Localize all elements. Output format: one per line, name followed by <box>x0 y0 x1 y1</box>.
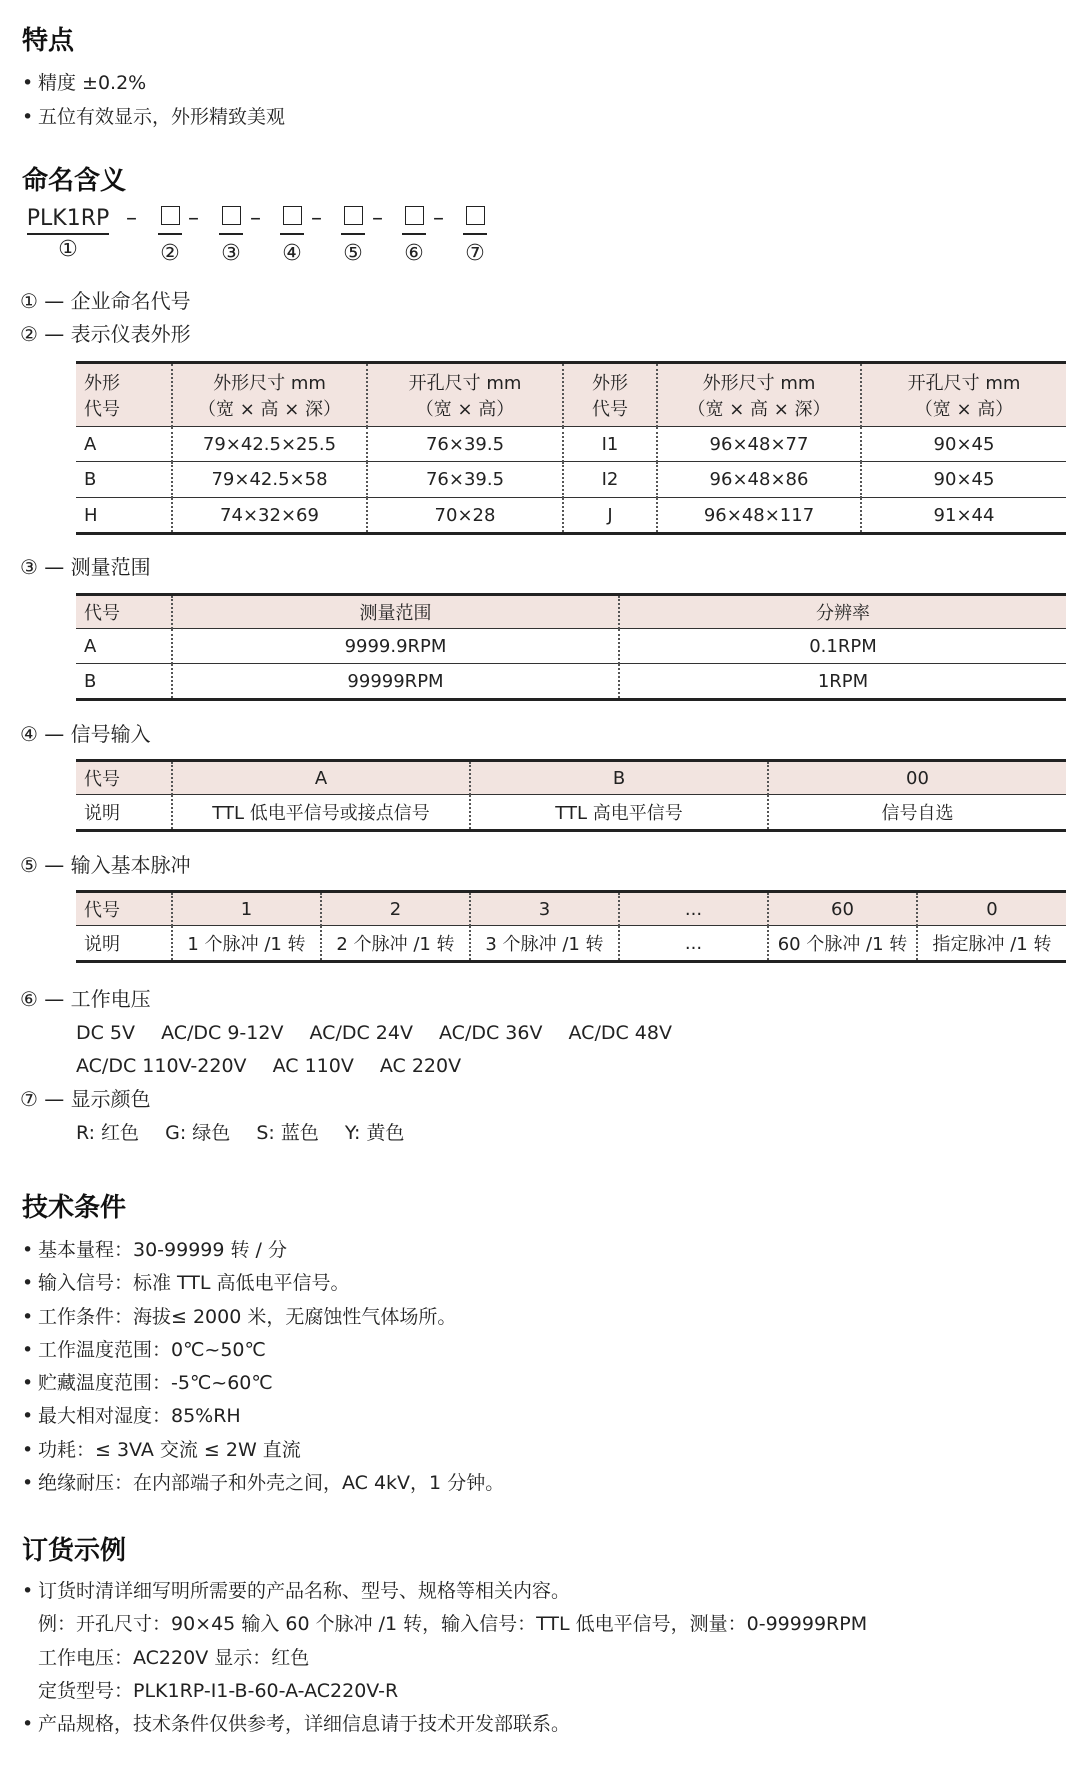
pulse-table <box>76 890 1066 963</box>
naming-item-3: ③ — 测量范围 <box>20 555 151 579</box>
code-dash: – <box>372 206 383 231</box>
color-option: Y: 黄色 <box>344 1122 405 1144</box>
order-list <box>22 1575 867 1741</box>
code-number: ③ <box>221 241 241 266</box>
table-cell: 3 个脉冲 /1 转 <box>470 926 619 962</box>
voltage-option: AC 110V <box>272 1055 354 1077</box>
table-header: 开孔尺寸 mm （宽 × 高） <box>861 363 1066 427</box>
section-title-features: 特点 <box>22 26 75 56</box>
features-list <box>22 66 285 134</box>
list-item: • 五位有效显示，外形精致美观 <box>22 100 285 134</box>
code-slot-7 <box>455 206 495 266</box>
table-cell: 76×39.5 <box>367 462 563 498</box>
table-header: 0 <box>917 892 1066 926</box>
naming-item-4: ④ — 信号输入 <box>20 722 151 746</box>
table-cell: 90×45 <box>861 427 1066 462</box>
order-example-line: 例：开孔尺寸：90×45 输入 60 个脉冲 /1 转，输入信号：TTL 低电平信号，测量：0-99999RPM <box>38 1613 868 1636</box>
table-cell: 96×48×77 <box>657 427 861 462</box>
table-header: 开孔尺寸 mm （宽 × 高） <box>367 363 563 427</box>
tech-list <box>22 1234 504 1500</box>
code-dash: – <box>311 206 322 231</box>
color-option: R: 红色 <box>76 1122 140 1144</box>
range-table <box>76 593 1066 701</box>
table-row <box>76 795 1066 831</box>
table-row <box>76 427 1066 462</box>
color-option: G: 绿色 <box>165 1122 231 1144</box>
table-cell: 信号自选 <box>768 795 1066 831</box>
voltage-option: DC 5V <box>76 1022 136 1044</box>
table-header: 代号 <box>76 892 172 926</box>
table-cell: 60 个脉冲 /1 转 <box>768 926 917 962</box>
code-number: ④ <box>282 241 302 266</box>
table-cell: 74×32×69 <box>172 498 367 534</box>
color-options <box>76 1117 424 1150</box>
code-number: ⑥ <box>404 241 424 266</box>
shape-table <box>76 361 1066 535</box>
table-cell: A <box>76 629 172 664</box>
table-cell: 9999.9RPM <box>172 629 619 664</box>
code-number: ② <box>160 241 180 266</box>
table-header-row <box>76 892 1066 926</box>
code-number: ⑦ <box>465 241 485 266</box>
code-number: ① <box>58 237 78 262</box>
table-header: 外形 代号 <box>563 363 657 427</box>
table-cell: H <box>76 498 172 534</box>
table-header-row <box>76 595 1066 629</box>
code-dash: – <box>433 206 444 231</box>
voltage-option: AC 220V <box>379 1055 462 1077</box>
table-cell: J <box>563 498 657 534</box>
table-cell: 指定脉冲 /1 转 <box>917 926 1066 962</box>
table-header: 60 <box>768 892 917 926</box>
code-slot-4 <box>272 206 312 266</box>
table-cell: 79×42.5×58 <box>172 462 367 498</box>
list-item: • 订货时清详细写明所需要的产品名称、型号、规格等相关内容。 <box>22 1575 867 1608</box>
table-cell: 79×42.5×25.5 <box>172 427 367 462</box>
table-cell: 1 个脉冲 /1 转 <box>172 926 321 962</box>
color-option: S: 蓝色 <box>256 1122 319 1144</box>
section-title-tech: 技术条件 <box>22 1193 127 1223</box>
table-row <box>76 629 1066 664</box>
table-cell: B <box>76 462 172 498</box>
list-item: • 贮藏温度范围：-5℃~60℃ <box>22 1367 504 1400</box>
table-cell: 96×48×117 <box>657 498 861 534</box>
code-slot-6 <box>394 206 434 266</box>
voltage-line-2 <box>76 1050 481 1083</box>
signal-table <box>76 759 1066 832</box>
table-cell: TTL 高电平信号 <box>470 795 768 831</box>
code-slot-3 <box>211 206 251 266</box>
table-header: 3 <box>470 892 619 926</box>
code-dash: – <box>126 206 137 231</box>
code-slot-2 <box>150 206 190 266</box>
table-cell: I1 <box>563 427 657 462</box>
section-title-naming: 命名含义 <box>22 166 127 196</box>
table-cell: ... <box>619 926 768 962</box>
table-header: B <box>470 761 768 795</box>
section-title-order: 订货示例 <box>22 1536 127 1566</box>
order-example-line: 工作电压：AC220V 显示：红色 <box>38 1646 310 1669</box>
list-item: • 绝缘耐压：在内部端子和外壳之间，AC 4kV，1 分钟。 <box>22 1467 504 1500</box>
table-header: 外形 代号 <box>76 363 172 427</box>
table-row <box>76 462 1066 498</box>
code-dash: – <box>188 206 199 231</box>
list-item: • 产品规格，技术条件仅供参考，详细信息请于技术开发部联系。 <box>22 1708 867 1741</box>
naming-item-6: ⑥ — 工作电压 <box>20 987 151 1011</box>
table-header: 1 <box>172 892 321 926</box>
voltage-option: AC/DC 9-12V <box>161 1022 284 1044</box>
table-cell: 76×39.5 <box>367 427 563 462</box>
list-item: • 基本量程：30-99999 转 / 分 <box>22 1234 504 1267</box>
table-header: 2 <box>321 892 470 926</box>
list-item: • 精度 ±0.2% <box>22 66 285 100</box>
table-cell: 1RPM <box>619 664 1066 700</box>
table-header-row <box>76 761 1066 795</box>
table-header: 代号 <box>76 595 172 629</box>
voltage-line-1 <box>76 1017 692 1050</box>
table-cell: 91×44 <box>861 498 1066 534</box>
list-item: • 功耗：≤ 3VA 交流 ≤ 2W 直流 <box>22 1434 504 1467</box>
table-row <box>76 664 1066 700</box>
table-cell: B <box>76 664 172 700</box>
table-cell: 70×28 <box>367 498 563 534</box>
table-cell: 说明 <box>76 795 172 831</box>
naming-item-2: ② — 表示仪表外形 <box>20 322 191 346</box>
code-number: ⑤ <box>343 241 363 266</box>
table-header: 测量范围 <box>172 595 619 629</box>
table-cell: 0.1RPM <box>619 629 1066 664</box>
code-slot-5 <box>333 206 373 266</box>
table-header: 外形尺寸 mm （宽 × 高 × 深） <box>172 363 367 427</box>
table-cell: 说明 <box>76 926 172 962</box>
list-item: • 工作温度范围：0℃~50℃ <box>22 1334 504 1367</box>
list-item: • 输入信号：标准 TTL 高低电平信号。 <box>22 1267 504 1300</box>
voltage-option: AC/DC 48V <box>568 1022 672 1044</box>
code-dash: – <box>250 206 261 231</box>
table-cell: 90×45 <box>861 462 1066 498</box>
naming-item-5: ⑤ — 输入基本脉冲 <box>20 853 191 877</box>
code-prefix <box>22 206 114 262</box>
table-header: 分辨率 <box>619 595 1066 629</box>
table-cell: 99999RPM <box>172 664 619 700</box>
order-model-number: 定货型号：PLK1RP-I1-B-60-A-AC220V-R <box>38 1679 399 1702</box>
table-cell: 2 个脉冲 /1 转 <box>321 926 470 962</box>
list-item: • 最大相对湿度：85%RH <box>22 1400 504 1433</box>
voltage-option: AC/DC 36V <box>439 1022 543 1044</box>
naming-item-1: ① — 企业命名代号 <box>20 289 191 313</box>
table-header: A <box>172 761 470 795</box>
table-header: 外形尺寸 mm （宽 × 高 × 深） <box>657 363 861 427</box>
list-item: • 工作条件：海拔≤ 2000 米，无腐蚀性气体场所。 <box>22 1301 504 1334</box>
table-cell: A <box>76 427 172 462</box>
voltage-option: AC/DC 24V <box>309 1022 413 1044</box>
code-prefix-text: PLK1RP <box>27 206 110 235</box>
table-header: 00 <box>768 761 1066 795</box>
table-row <box>76 498 1066 534</box>
table-header: ... <box>619 892 768 926</box>
table-cell: 96×48×86 <box>657 462 861 498</box>
table-row <box>76 926 1066 962</box>
table-header: 代号 <box>76 761 172 795</box>
table-header-row <box>76 363 1066 427</box>
table-cell: TTL 低电平信号或接点信号 <box>172 795 470 831</box>
table-cell: I2 <box>563 462 657 498</box>
naming-item-7: ⑦ — 显示颜色 <box>20 1087 151 1111</box>
voltage-option: AC/DC 110V-220V <box>76 1055 247 1077</box>
